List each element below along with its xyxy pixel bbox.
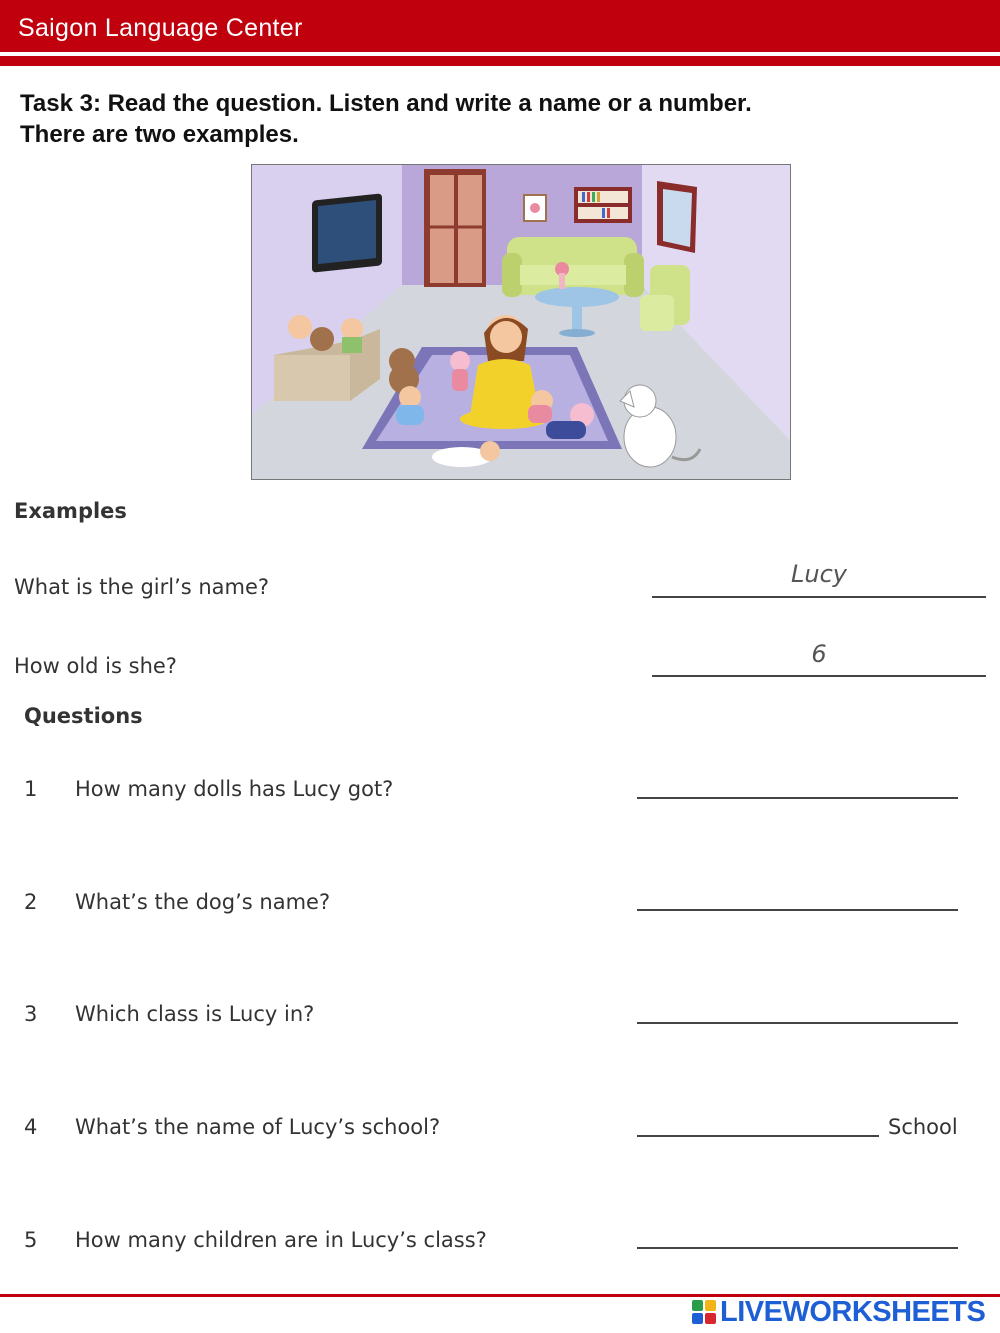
question-text: Which class is Lucy in? xyxy=(75,1002,315,1026)
question-number: 1 xyxy=(24,777,38,801)
answer-suffix: School xyxy=(888,1115,958,1139)
question-number: 2 xyxy=(24,890,38,914)
answer-line-2[interactable] xyxy=(637,909,958,911)
question-text: How many dolls has Lucy got? xyxy=(75,777,394,801)
living-room-illustration xyxy=(251,164,791,480)
question-text: What’s the name of Lucy’s school? xyxy=(75,1115,441,1139)
header-title: Saigon Language Center xyxy=(18,14,303,42)
task-line-2: There are two examples. xyxy=(20,121,299,148)
liveworksheets-brand[interactable] xyxy=(692,1294,985,1330)
question-number: 4 xyxy=(24,1115,38,1139)
bookshelf-icon xyxy=(574,187,632,223)
living-room-scene-svg xyxy=(252,165,790,479)
header-bar xyxy=(0,0,1000,52)
window-icon xyxy=(657,181,697,253)
example-answer-2: 6 xyxy=(811,640,827,668)
example-answer-1: Lucy xyxy=(791,560,847,588)
answer-line-5[interactable] xyxy=(637,1247,958,1249)
question-number: 3 xyxy=(24,1002,38,1026)
task-line-1: Task 3: Read the question. Listen and write a name or a number. xyxy=(20,90,752,117)
brand-name: LIVEWORKSHEETS xyxy=(720,1295,986,1328)
liveworksheets-logo-icon xyxy=(692,1300,716,1324)
examples-heading: Examples xyxy=(14,499,127,523)
example-answer-line-1 xyxy=(652,596,986,598)
questions-heading: Questions xyxy=(24,704,143,728)
answer-line-4[interactable] xyxy=(637,1135,879,1137)
example-question-1: What is the girl’s name? xyxy=(14,575,270,599)
answer-line-1[interactable] xyxy=(637,797,958,799)
example-question-2: How old is she? xyxy=(14,654,177,678)
question-text: What’s the dog’s name? xyxy=(75,890,331,914)
tv-icon xyxy=(312,193,382,272)
question-text: How many children are in Lucy’s class? xyxy=(75,1228,487,1252)
header-rule xyxy=(0,56,1000,66)
question-number: 5 xyxy=(24,1228,38,1252)
answer-line-3[interactable] xyxy=(637,1022,958,1024)
example-answer-line-2 xyxy=(652,675,986,677)
task-instructions xyxy=(20,88,920,150)
door-icon xyxy=(424,169,486,287)
